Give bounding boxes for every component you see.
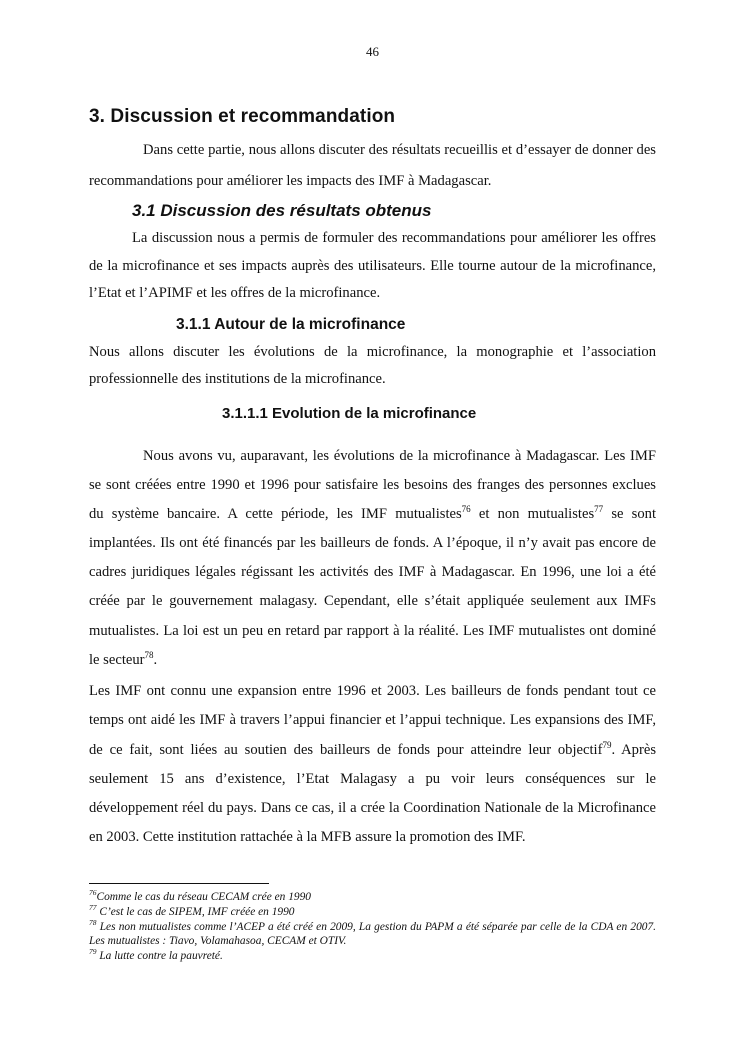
evolution-text: Nous avons vu, auparavant, les évolutions de la microfinance à Madagascar. Les IMF se sont créées entre 1990 et 1996 pour satisfaire les besoins des franges des personnes exclues du système bancaire. A cette période, les IMF mutualistes bbox=[89, 448, 656, 523]
footnote-text: Comme le cas du réseau CECAM crée en 1990 bbox=[96, 891, 311, 903]
discussion-paragraph: La discussion nous a permis de formuler des recommandations pour améliorer les offres de la microfinance et ses impacts auprès des utilisateurs. Elle tourne autour de la microfinance, l’Etat et l’APIMF et les offres de la microfinance. bbox=[89, 230, 656, 301]
footnote-ref-77[interactable]: 77 bbox=[594, 504, 604, 515]
evolution-text: . Après seulement 15 ans d’existence, l’Etat Malagasy a pu voir leurs conséquences sur le développement réel du pays. Dans ce cas, il a crée la Coordination Nationale de la Microfinance en 2003. Cette institution rattachée à la MFB assure la promotion des IMF. bbox=[89, 741, 656, 846]
footnote-text: Les non mutualistes comme l’ACEP a été créé en 2009, La gestion du PAPM a été séparée par celle de la CDA en 2007. Les mutualistes : Tiavo, Volamahasoa, CECAM et OTIV. bbox=[89, 920, 656, 948]
evolution-paragraph-2 bbox=[89, 677, 656, 853]
footnote-76 bbox=[89, 890, 656, 905]
footnote-separator bbox=[89, 883, 269, 884]
evolution-text: . bbox=[153, 651, 158, 668]
footnote-number: 77 bbox=[89, 903, 97, 912]
subsubsection-heading: 3.1.1 Autour de la microfinance bbox=[176, 316, 406, 333]
subsection-heading: 3.1 Discussion des résultats obtenus bbox=[132, 201, 432, 220]
footnote-ref-79[interactable]: 79 bbox=[602, 739, 612, 750]
footnote-text: C’est le cas de SIPEM, IMF créée en 1990 bbox=[96, 905, 295, 918]
subsubsubsection-heading: 3.1.1.1 Evolution de la microfinance bbox=[222, 405, 477, 422]
footnote-number: 76 bbox=[89, 888, 97, 898]
footnote-number: 78 bbox=[89, 917, 97, 927]
footnote-78 bbox=[89, 917, 656, 950]
footnote-79 bbox=[89, 949, 656, 964]
footnote-text: La lutte contre la pauvreté. bbox=[96, 950, 223, 963]
intro-paragraph: Dans cette partie, nous allons discuter des résultats recueillis et d’essayer de donner des recommandations pour améliorer les impacts des IMF à Madagascar. bbox=[89, 142, 656, 189]
footnotes bbox=[89, 890, 656, 964]
footnote-number: 79 bbox=[89, 947, 97, 957]
footnote-ref-76[interactable]: 76 bbox=[461, 504, 471, 515]
evolution-text: se sont implantées. Ils ont été financés par les bailleurs de fonds. A l’époque, il n’y avait pas encore de cadres juridiques légales régissant les activités des IMF à Madagascar. En 1996, une loi a été créée par le gouvernement malagasy. Cependant, elle s’était appliquée seulement aux IMFs mutualistes. La loi est un peu en retard par rapport à la réalité. Les IMF mutualistes ont dominé le secteur bbox=[89, 506, 656, 668]
footnote-ref-78[interactable]: 78 bbox=[144, 649, 154, 660]
page-number: 46 bbox=[366, 44, 379, 59]
section-heading: 3. Discussion et recommandation bbox=[89, 106, 396, 127]
autour-paragraph: Nous allons discuter les évolutions de la microfinance, la monographie et l’association professionnelle des institutions de la microfinance. bbox=[89, 344, 656, 387]
evolution-text: et non mutualistes bbox=[470, 506, 595, 523]
footnote-77 bbox=[89, 905, 656, 920]
evolution-text: Les IMF ont connu une expansion entre 1996 et 2003. Les bailleurs de fonds pendant tout ce temps ont aidé les IMF à travers l’appui financier et l’appui technique. Les expansions des IMF, de ce fait, sont liées au soutien des bailleurs de fonds pour atteindre leur objectif bbox=[89, 683, 656, 758]
evolution-paragraph-1 bbox=[89, 442, 656, 675]
